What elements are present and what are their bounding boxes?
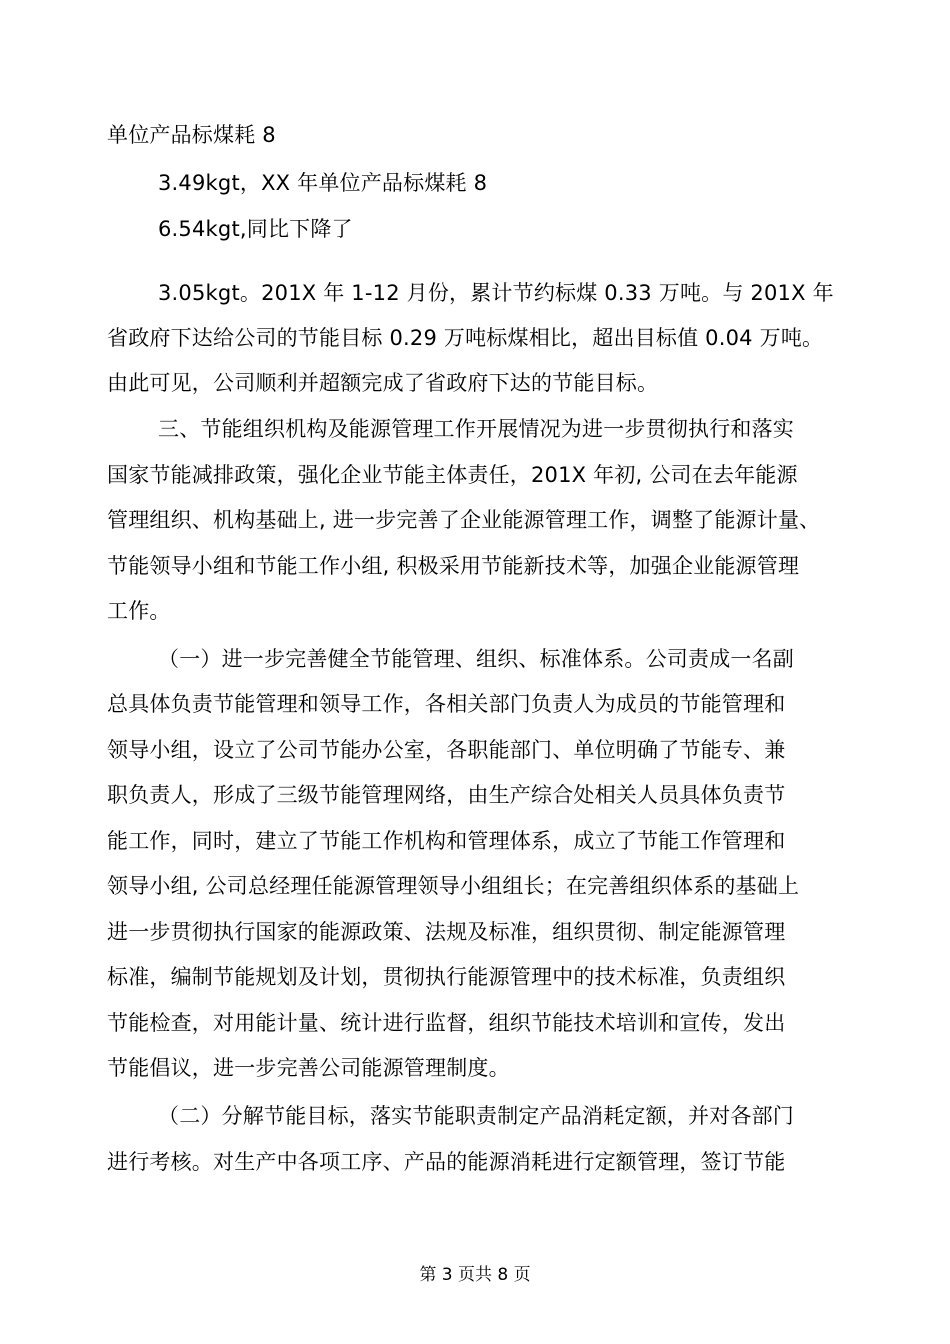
text-line-7: 三、节能组织机构及能源管理工作开展情况为进一步贯彻执行和落实	[158, 417, 794, 441]
text-line-8: 国家节能减排政策，强化企业节能主体责任，201X 年初, 公司在去年能源	[107, 463, 798, 487]
text-line-10: 节能领导小组和节能工作小组, 积极采用节能新技术等，加强企业能源管理	[107, 554, 800, 578]
text-line-12: （一）进一步完善健全节能管理、组织、标准体系。公司责成一名副	[158, 647, 794, 671]
text-line-15: 职负责人，形成了三级节能管理网络，由生产综合处相关人员具体负责节	[107, 783, 786, 807]
page-number-footer: 第 3 页共 8 页	[419, 1265, 531, 1285]
text-line-17: 领导小组, 公司总经理任能源管理领导小组组长；在完善组织体系的基础上	[107, 874, 800, 898]
text-line-23: 进行考核。对生产中各项工序、产品的能源消耗进行定额管理，签订节能	[107, 1150, 786, 1174]
text-line-9: 管理组织、机构基础上, 进一步完善了企业能源管理工作，调整了能源计量、	[107, 508, 821, 532]
text-line-4: 3.05kgt。201X 年 1-12 月份，累计节约标煤 0.33 万吨。与 201X 年	[158, 281, 834, 305]
text-line-13: 总具体负责节能管理和领导工作，各相关部门负责人为成员的节能管理和	[107, 692, 786, 716]
text-line-22: （二）分解节能目标，落实节能职责制定产品消耗定额，并对各部门	[158, 1104, 794, 1128]
text-line-3: 6.54kgt,同比下降了	[158, 217, 353, 241]
text-line-19: 标准，编制节能规划及计划，贯彻执行能源管理中的技术标准，负责组织	[107, 965, 786, 989]
text-line-1: 单位产品标煤耗 8	[107, 123, 276, 147]
text-line-2: 3.49kgt，XX 年单位产品标煤耗 8	[158, 171, 488, 195]
text-line-21: 节能倡议，进一步完善公司能源管理制度。	[107, 1056, 510, 1080]
text-line-11: 工作。	[107, 599, 171, 623]
text-line-6: 由此可见，公司顺利并超额完成了省政府下达的节能目标。	[107, 371, 659, 395]
text-line-14: 领导小组，设立了公司节能办公室，各职能部门、单位明确了节能专、兼	[107, 738, 786, 762]
text-line-5: 省政府下达给公司的节能目标 0.29 万吨标煤相比，超出目标值 0.04 万吨。	[107, 326, 824, 350]
text-line-16: 能工作，同时，建立了节能工作机构和管理体系，成立了节能工作管理和	[107, 829, 786, 853]
text-line-20: 节能检查，对用能计量、统计进行监督，组织节能技术培训和宣传，发出	[107, 1011, 786, 1035]
text-line-18: 进一步贯彻执行国家的能源政策、法规及标准，组织贯彻、制定能源管理	[107, 920, 786, 944]
